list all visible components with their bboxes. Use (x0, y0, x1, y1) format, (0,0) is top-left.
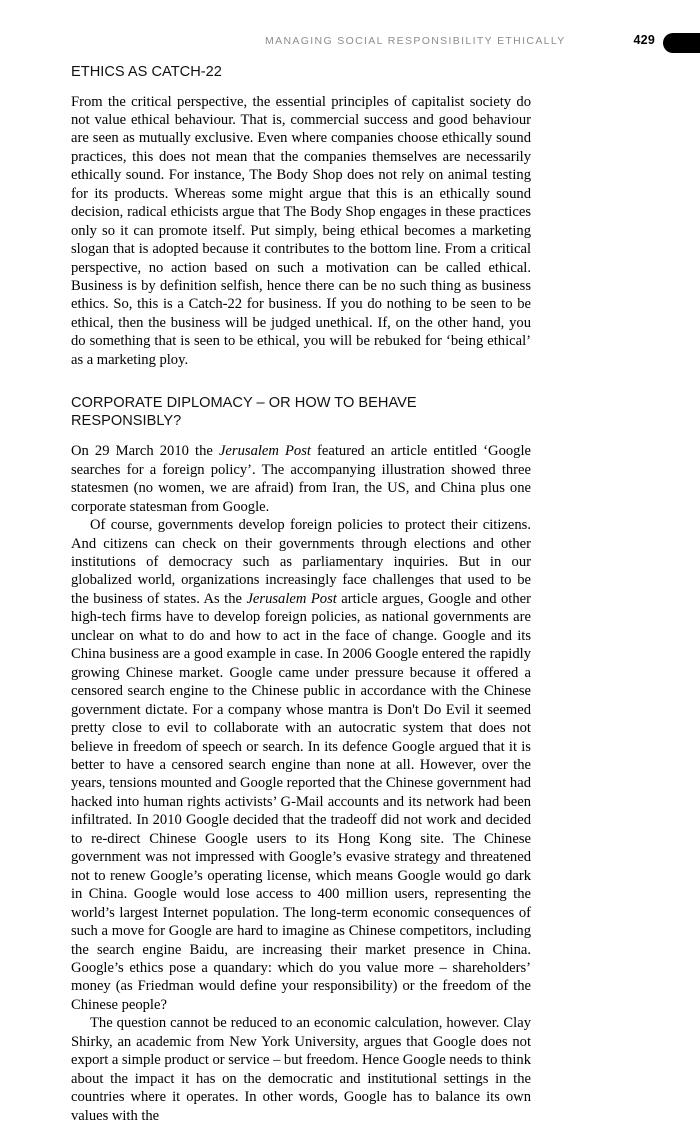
thumb-index-tab (663, 33, 700, 53)
text-run: From the critical perspective, the essential principles of capitalist society do not value ethical behaviour. That is, commercial success and good behaviour are seen as mutually exclusive. Even where companies choose ethically sound practices, this does not mean that the companies themselves are necessarily ethically sound. For instance, The Body Shop does not rely on animal testing for its products. Whereas some might argue that this is an ethically sound decision, radical ethicists argue that The Body Shop engages in these practices only so it can promote itself. Put simply, being ethical becomes a marketing slogan that is adopted because it contributes to the bottom line. From a critical perspective, no action based on such a motivation can be called ethical. Business is by definition selfish, hence there can be no such thing as business ethics. So, this is a Catch-22 for business. If you do nothing to be seen to be ethical, then the business will be judged unethical. If, on the other hand, you do something that is seen to be ethical, you will be rebuked for ‘being ethical’ as a marketing ploy. (71, 93, 531, 368)
body-paragraph (71, 1014, 531, 1125)
page-number: 429 (633, 33, 655, 47)
body-paragraph (71, 442, 531, 516)
text-run: featured an article entitled ‘Google searches for a foreign policy’. The accompanying illustration showed three statesmen (no women, we are afraid) from Iran, the US, and China plus one corporate statesman from Google. (71, 443, 531, 515)
body-paragraph (71, 93, 531, 370)
text-run: article argues, Google and other high-tech firms have to develop foreign policies, as national governments are unclear on what to do and how to act in the face of change. Google and its China business are a good example in case. In 2006 Google entered the rapidly growing Chinese market. Google came under pressure because it offered a censored search engine to the Chinese public in accordance with the Chinese government dictate. For a company whose mantra is Don't Do Evil it seemed pretty close to evil to collaborate with an autocratic system that does not believe in freedom of speech or search. In its defence Google argued that it is better to have a censored search engine than none at all. However, over the years, tensions mounted and Google reported that the Chinese government had hacked into human rights activists’ G-Mail accounts and its network had been infiltrated. In 2010 Google decided that the tradeoff did not work and decided to re-direct Chinese Google users to its Hong Kong site. The Chinese government was not impressed with Google’s evasive strategy and threatened not to renew Google’s operating license, which means Google would go dark in China. Google would lose access to 400 million users, representing the world’s largest Internet population. The long-term economic consequences of such a move for Google are hard to imagine as Chinese competitors, including the search engine Baidu, are increasing their market presence in China. Google’s ethics pose a quandary: which do you value more – shareholders’ money (as Friedman would define your responsibility) or the freedom of the Chinese people? (71, 590, 531, 1013)
text-column (71, 64, 531, 1125)
section-heading: CORPORATE DIPLOMACY – OR HOW TO BEHAVE RESPONSIBLY? (71, 395, 417, 429)
running-head-title: MANAGING SOCIAL RESPONSIBILITY ETHICALLY (265, 35, 566, 47)
running-header (0, 33, 700, 55)
body-paragraph (71, 516, 531, 1014)
section-heading: ETHICS AS CATCH-22 (71, 64, 222, 80)
sections-container (71, 64, 531, 1125)
text-run: The question cannot be reduced to an economic calculation, however. Clay Shirky, an academic from New York University, argues that Google does not export a simple product or service – but freedom. Hence Google needs to think about the impact it has on the democratic and institutional settings in the countries where it operates. In other words, Google has to balance its own values with the (71, 1015, 531, 1124)
italic-title-run: Jerusalem Post (218, 443, 311, 460)
text-run: On 29 March 2010 the (71, 443, 219, 460)
text-run: Of course, governments develop foreign policies to protect their citizens. And citizens can check on their governments through elections and other institutions of democracy such as parliamentary inquiries. But in our globalized world, organizations increasingly face challenges that used to be the business of states. As the (71, 517, 531, 607)
italic-title-run: Jerusalem Post (246, 590, 337, 607)
